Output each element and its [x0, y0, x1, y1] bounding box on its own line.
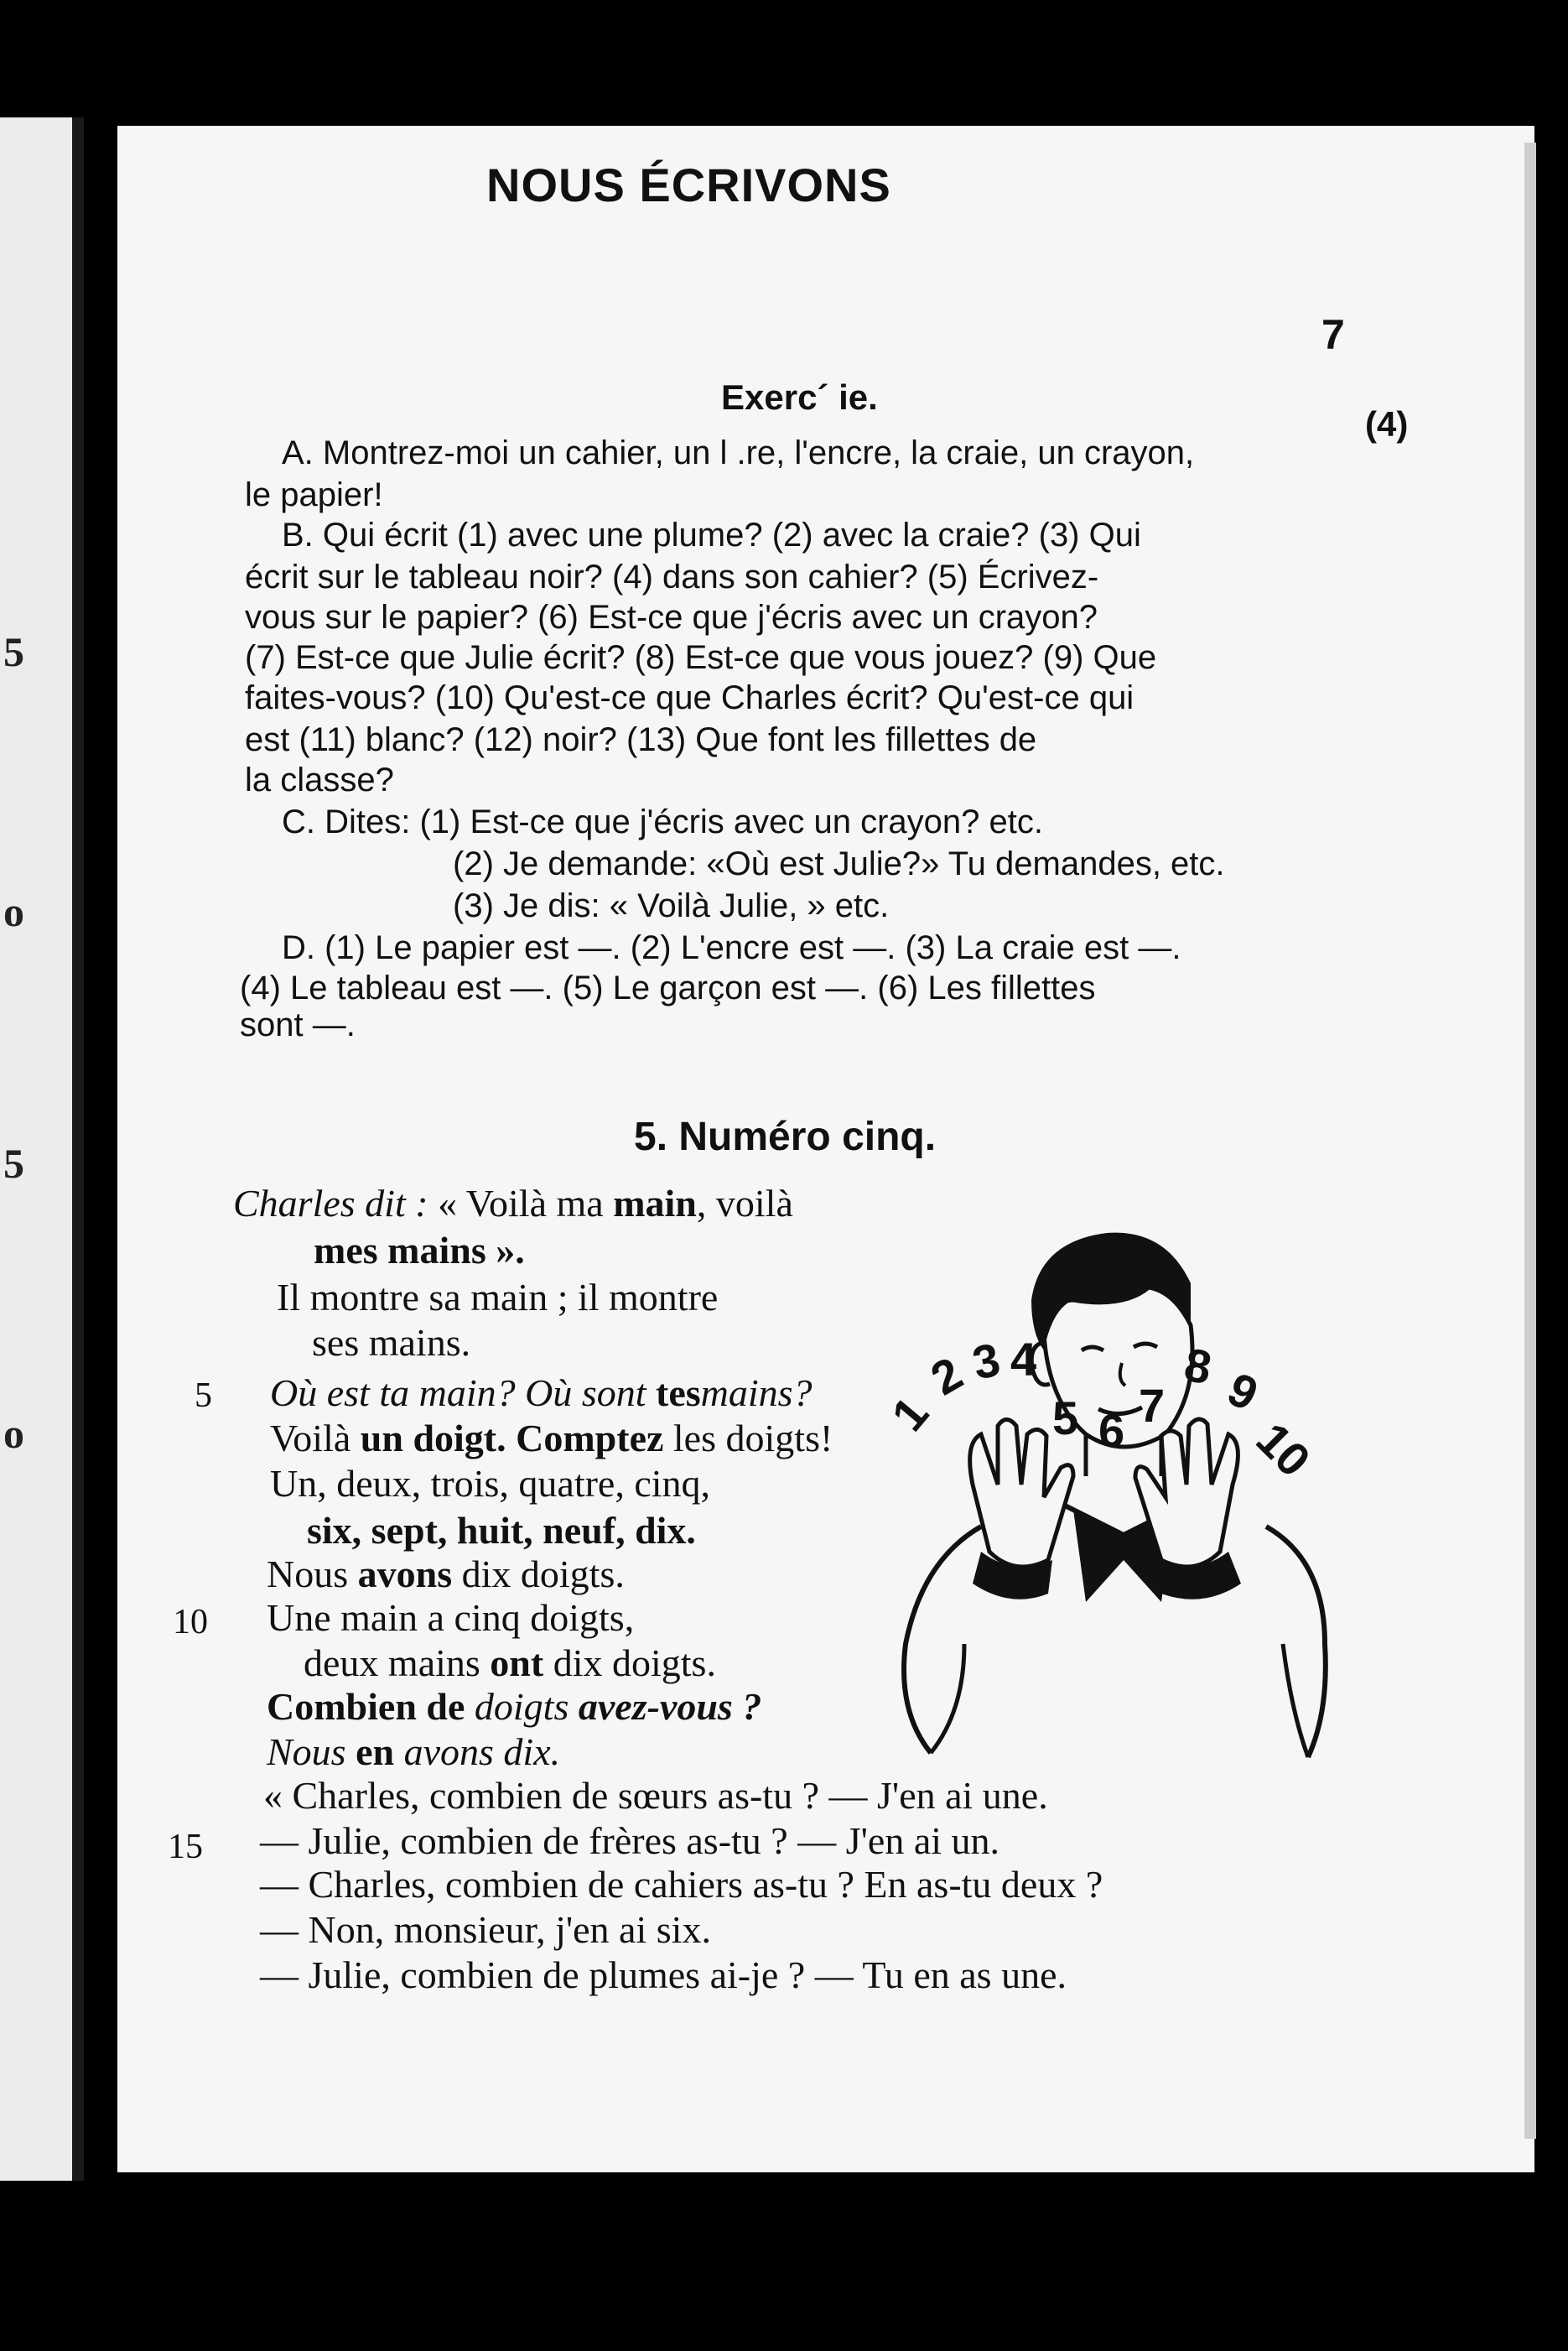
exercise-line: (4) Le tableau est —. (5) Le garçon est —. (6) Les fillettes [240, 970, 1096, 1006]
digit-label: 5 [1052, 1391, 1079, 1444]
exercise-line: D. (1) Le papier est —. (2) L'encre est —. (3) La craie est —. [282, 929, 1181, 966]
text-line [270, 1417, 833, 1460]
line-number: 15 [168, 1828, 203, 1866]
text-span: dix doigts. [452, 1553, 625, 1595]
line-number: 5 [195, 1376, 212, 1415]
exercise-title: Exerc´ ie. [721, 377, 878, 417]
digit-label: 4 [1010, 1333, 1037, 1386]
exercise-line: sont —. [240, 1006, 356, 1043]
exercise-line: vous sur le papier? (6) Est-ce que j'écris avec un crayon? [245, 599, 1098, 636]
digit-label: 9 [1219, 1361, 1266, 1422]
digit-label: 8 [1180, 1337, 1216, 1395]
text-line [267, 1553, 625, 1596]
exercise-line: A. Montrez-moi un cahier, un l .re, l'encre, la craie, un crayon, [282, 434, 1195, 471]
page-number: 7 [1321, 311, 1345, 358]
text-span: Combien de [267, 1685, 475, 1728]
text-span: dix doigts. [543, 1641, 716, 1684]
exercise-line: (3) Je dis: « Voilà Julie, » etc. [453, 887, 890, 924]
text-span: Où est ta main? Où sont [270, 1371, 656, 1414]
text-span: Nous [267, 1730, 356, 1773]
text-line: six, sept, huit, neuf, dix. [307, 1509, 696, 1552]
text-span: les doigts! [663, 1417, 833, 1459]
boy-counting-fingers-illustration [872, 1208, 1342, 1761]
facing-margin-number: 5 [3, 1140, 24, 1187]
text-span: Nous [267, 1553, 358, 1595]
text-span: Voilà [270, 1417, 361, 1459]
digit-label: 1 [880, 1386, 939, 1441]
facing-margin-number: o [3, 888, 24, 935]
text-line: — Charles, combien de cahiers as-tu ? En as-tu deux ? [260, 1863, 1103, 1906]
facing-page-edge [0, 117, 84, 2181]
text-span: main [613, 1182, 697, 1225]
exercise-line: la classe? [245, 762, 394, 798]
text-span: avez-vous ? [569, 1685, 762, 1728]
text-line [233, 1183, 793, 1225]
text-line: ses mains. [312, 1321, 471, 1364]
facing-margin-number: 5 [3, 628, 24, 675]
exercise-line: écrit sur le tableau noir? (4) dans son cahier? (5) Écrivez- [245, 559, 1099, 596]
text-line [304, 1642, 716, 1685]
text-line: — Julie, combien de plumes ai-je ? — Tu en as une. [260, 1953, 1067, 1996]
text-line [270, 1372, 813, 1415]
facing-margin-number: o [3, 1410, 24, 1457]
book-gutter [72, 117, 84, 2181]
running-head: NOUS ÉCRIVONS [486, 159, 891, 211]
text-span: en [356, 1730, 395, 1773]
text-line [267, 1686, 761, 1729]
line-number: 10 [173, 1603, 208, 1641]
text-span: ont [490, 1641, 544, 1684]
exercise-line: (2) Je demande: «Où est Julie?» Tu demandes, etc. [453, 845, 1225, 882]
exercise-line: est (11) blanc? (12) noir? (13) Que font les fillettes de [245, 721, 1037, 758]
text-span: Charles dit : [233, 1182, 428, 1225]
text-span: avons [357, 1553, 453, 1595]
digit-label: 6 [1098, 1404, 1125, 1457]
digit-label: 2 [922, 1346, 971, 1406]
text-line: — Non, monsieur, j'en ai six. [260, 1908, 711, 1951]
text-line: Une main a cinq doigts, [267, 1596, 635, 1639]
text-line: Il montre sa main ; il montre [277, 1276, 719, 1319]
section-heading [634, 1114, 936, 1160]
text-span: tes [656, 1371, 701, 1414]
text-span: , voilà [696, 1182, 793, 1225]
text-span: un doigt. Comptez [360, 1417, 664, 1459]
text-span: deux mains [304, 1641, 491, 1684]
exercise-line: le papier! [245, 476, 383, 513]
text-line: mes mains ». [314, 1229, 525, 1272]
text-line: « Charles, combien de sœurs as-tu ? — J'en ai une. [263, 1774, 1048, 1817]
text-span: mains? [700, 1371, 813, 1414]
text-line: — Julie, combien de frères as-tu ? — J'en ai un. [260, 1819, 1000, 1862]
exercise-line: C. Dites: (1) Est-ce que j'écris avec un crayon? etc. [282, 804, 1043, 840]
page-edge-shadow [1524, 143, 1536, 2139]
text-span: avons dix. [394, 1730, 561, 1773]
section-number: 5. [634, 1115, 668, 1159]
text-span: doigts [474, 1685, 569, 1728]
exercise-line: faites-vous? (10) Qu'est-ce que Charles écrit? Qu'est-ce qui [245, 679, 1134, 716]
text-span: « Voilà ma [428, 1182, 614, 1225]
exercise-line: (7) Est-ce que Julie écrit? (8) Est-ce que vous jouez? (9) Que [245, 639, 1157, 676]
exercise-line: B. Qui écrit (1) avec une plume? (2) avec la craie? (3) Qui [282, 517, 1141, 554]
text-line: Un, deux, trois, quatre, cinq, [270, 1462, 711, 1505]
text-line [267, 1731, 560, 1774]
section-title: Numéro cinq. [678, 1115, 937, 1159]
digit-label: 10 [1246, 1412, 1321, 1487]
digit-label: 7 [1139, 1379, 1166, 1432]
margin-marker: (4) [1365, 404, 1409, 444]
digit-label: 3 [968, 1332, 1005, 1390]
